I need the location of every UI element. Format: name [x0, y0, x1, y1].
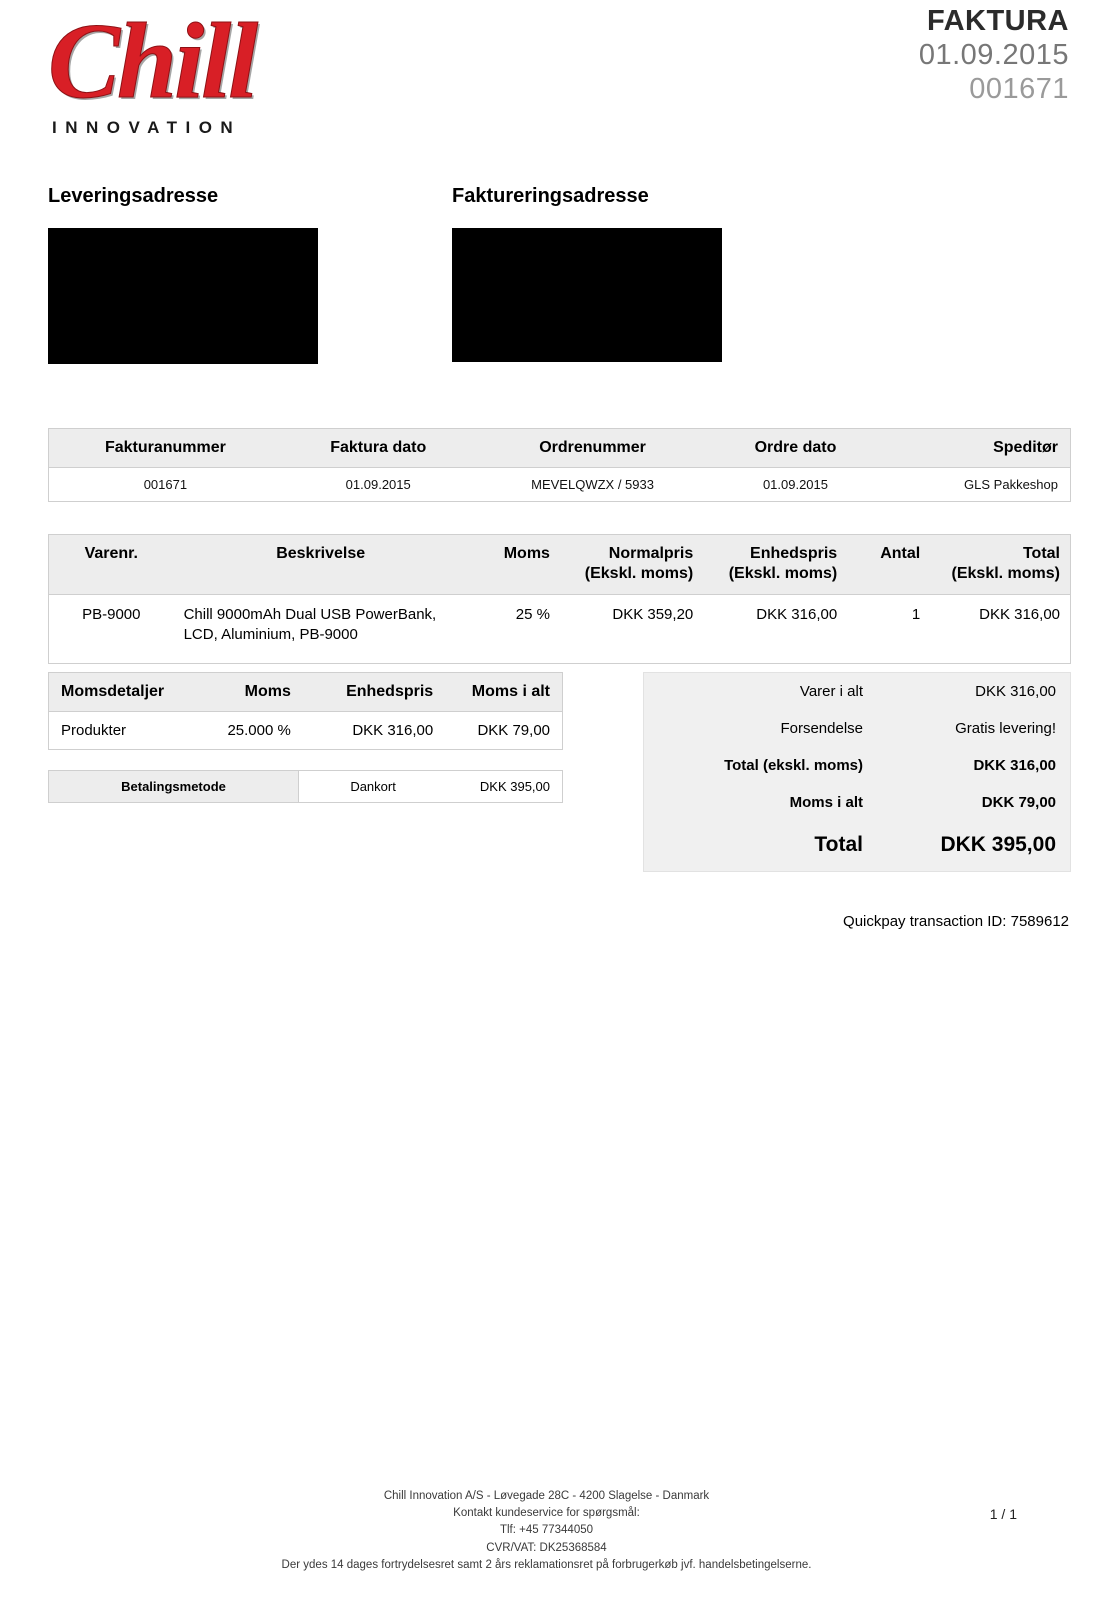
col-header-enhedspris: [703, 535, 847, 594]
document-title: FAKTURA: [926, 5, 1069, 37]
col-header-ordre-dato: Ordre dato: [711, 429, 881, 468]
address-section: [0, 185, 1093, 385]
totals-row-moms-i-alt: [644, 784, 1070, 821]
col-header-vat-moms: Moms: [198, 673, 303, 712]
col-header-enhedspris-line2: (Ekskl. moms): [728, 565, 838, 583]
logo-tagline: INNOVATION: [52, 118, 242, 137]
col-header-beskrivelse: Beskrivelse: [174, 535, 468, 594]
col-header-moms: Moms: [468, 535, 560, 594]
col-header-speditor: Speditør: [880, 429, 1070, 468]
col-header-ordrenummer: Ordrenummer: [475, 429, 711, 468]
footer-line-phone: Tlf: +45 77344050: [499, 1524, 594, 1537]
table-row: [49, 468, 1070, 502]
invoice-address-block: [452, 185, 722, 362]
totals-row-ekskl-moms: [644, 747, 1070, 784]
line-items-table: [48, 534, 1071, 664]
payment-method-label: Betalingsmetode: [49, 771, 299, 802]
totals-label-grand-total: Total: [814, 833, 863, 856]
document-date: 01.09.2015: [918, 39, 1069, 72]
col-header-total-line2: (Ekskl. moms): [951, 565, 1060, 583]
col-header-normalpris: [560, 535, 703, 594]
document-footer: [0, 1488, 1093, 1574]
totals-row-forsendelse: [644, 710, 1070, 747]
totals-label-ekskl-moms: Total (ekskl. moms): [724, 757, 863, 774]
footer-line-company: Chill Innovation A/S - Løvegade 28C - 4200 Slagelse - Danmark: [383, 1489, 710, 1502]
totals-label-varer: Varer i alt: [799, 683, 863, 700]
col-header-normalpris-line1: Normalpris: [608, 545, 694, 562]
invoice-address-redacted: [452, 228, 722, 362]
totals-value-ekskl-moms: DKK 316,00: [973, 757, 1056, 774]
col-header-varenr: Varenr.: [49, 535, 174, 594]
cell-vat-total: DKK 79,00: [477, 722, 550, 739]
col-header-normalpris-line2: (Ekskl. moms): [584, 565, 694, 583]
col-header-antal: Antal: [847, 535, 930, 594]
totals-value-grand-total: DKK 395,00: [940, 833, 1056, 856]
payment-method-value: Dankort: [350, 779, 396, 794]
delivery-address-redacted: [48, 228, 318, 364]
col-header-total-line1: Total: [1022, 545, 1060, 562]
footer-line-vat: CVR/VAT: DK25368584: [486, 1541, 607, 1554]
vat-details-table: [48, 672, 563, 750]
cell-ordrenummer: MEVELQWZX / 5933: [531, 477, 654, 492]
document-number: 001671: [969, 73, 1069, 106]
col-header-vat-enhedspris: Enhedspris: [303, 673, 445, 712]
totals-row-varer: [644, 673, 1070, 710]
cell-speditor: GLS Pakkeshop: [964, 477, 1058, 492]
cell-total: DKK 316,00: [979, 605, 1060, 623]
totals-panel: [643, 672, 1071, 872]
cell-normalpris: DKK 359,20: [612, 605, 694, 623]
table-row: [49, 594, 1070, 662]
footer-line-terms: Der ydes 14 dages fortrydelsesret samt 2 års reklamationsret på forbrugerkøb jvf. handelsbetingelserne.: [281, 1558, 812, 1571]
payment-method-amount: DKK 395,00: [479, 779, 550, 794]
footer-line-support: Kontakt kundeservice for spørgsmål:: [453, 1507, 640, 1519]
col-header-momsdetaljer: Momsdetaljer: [49, 673, 198, 712]
invoice-info-table: [48, 428, 1071, 502]
cell-beskrivelse: Chill 9000mAh Dual USB PowerBank, LCD, Aluminium, PB-9000: [183, 605, 437, 643]
totals-value-varer: DKK 316,00: [975, 683, 1056, 700]
document-header: [0, 0, 1093, 160]
payment-method-table: [48, 770, 563, 803]
table-row: [49, 771, 562, 802]
cell-antal: 1: [911, 605, 921, 623]
table-header-row: [49, 673, 562, 712]
totals-value-forsendelse: Gratis levering!: [955, 720, 1056, 737]
document-meta: [919, 4, 1069, 107]
totals-row-grand-total: [644, 821, 1070, 871]
totals-value-moms-i-alt: DKK 79,00: [981, 794, 1056, 811]
cell-enhedspris: DKK 316,00: [756, 605, 838, 623]
logo-wordmark: Chill: [48, 2, 256, 121]
cell-varenr: PB-9000: [82, 605, 141, 623]
cell-moms: 25 %: [515, 605, 550, 623]
cell-fakturanummer: 001671: [143, 477, 188, 492]
invoice-address-title: Faktureringsadresse: [452, 185, 649, 207]
cell-ordre-dato: 01.09.2015: [762, 477, 829, 492]
col-header-fakturanummer: Fakturanummer: [49, 429, 282, 468]
delivery-address-block: [48, 185, 318, 364]
table-header-row: [49, 429, 1070, 468]
page-number: 1 / 1: [989, 1506, 1017, 1522]
cell-vat-unit-price: DKK 316,00: [352, 722, 434, 739]
totals-label-moms-i-alt: Moms i alt: [789, 794, 863, 811]
totals-label-forsendelse: Forsendelse: [780, 720, 863, 737]
table-row: [49, 712, 562, 750]
table-header-row: [49, 535, 1070, 594]
col-header-total: [930, 535, 1070, 594]
cell-faktura-dato: 01.09.2015: [345, 477, 411, 492]
delivery-address-title: Leveringsadresse: [48, 185, 219, 207]
col-header-enhedspris-line1: Enhedspris: [750, 545, 838, 562]
col-header-faktura-dato: Faktura dato: [282, 429, 475, 468]
transaction-note: Quickpay transaction ID: 7589612: [843, 913, 1069, 930]
company-logo: [48, 2, 323, 148]
cell-vat-type: Produkter: [61, 722, 127, 739]
col-header-moms-i-alt: Moms i alt: [445, 673, 562, 712]
cell-vat-rate: 25.000 %: [227, 722, 291, 739]
